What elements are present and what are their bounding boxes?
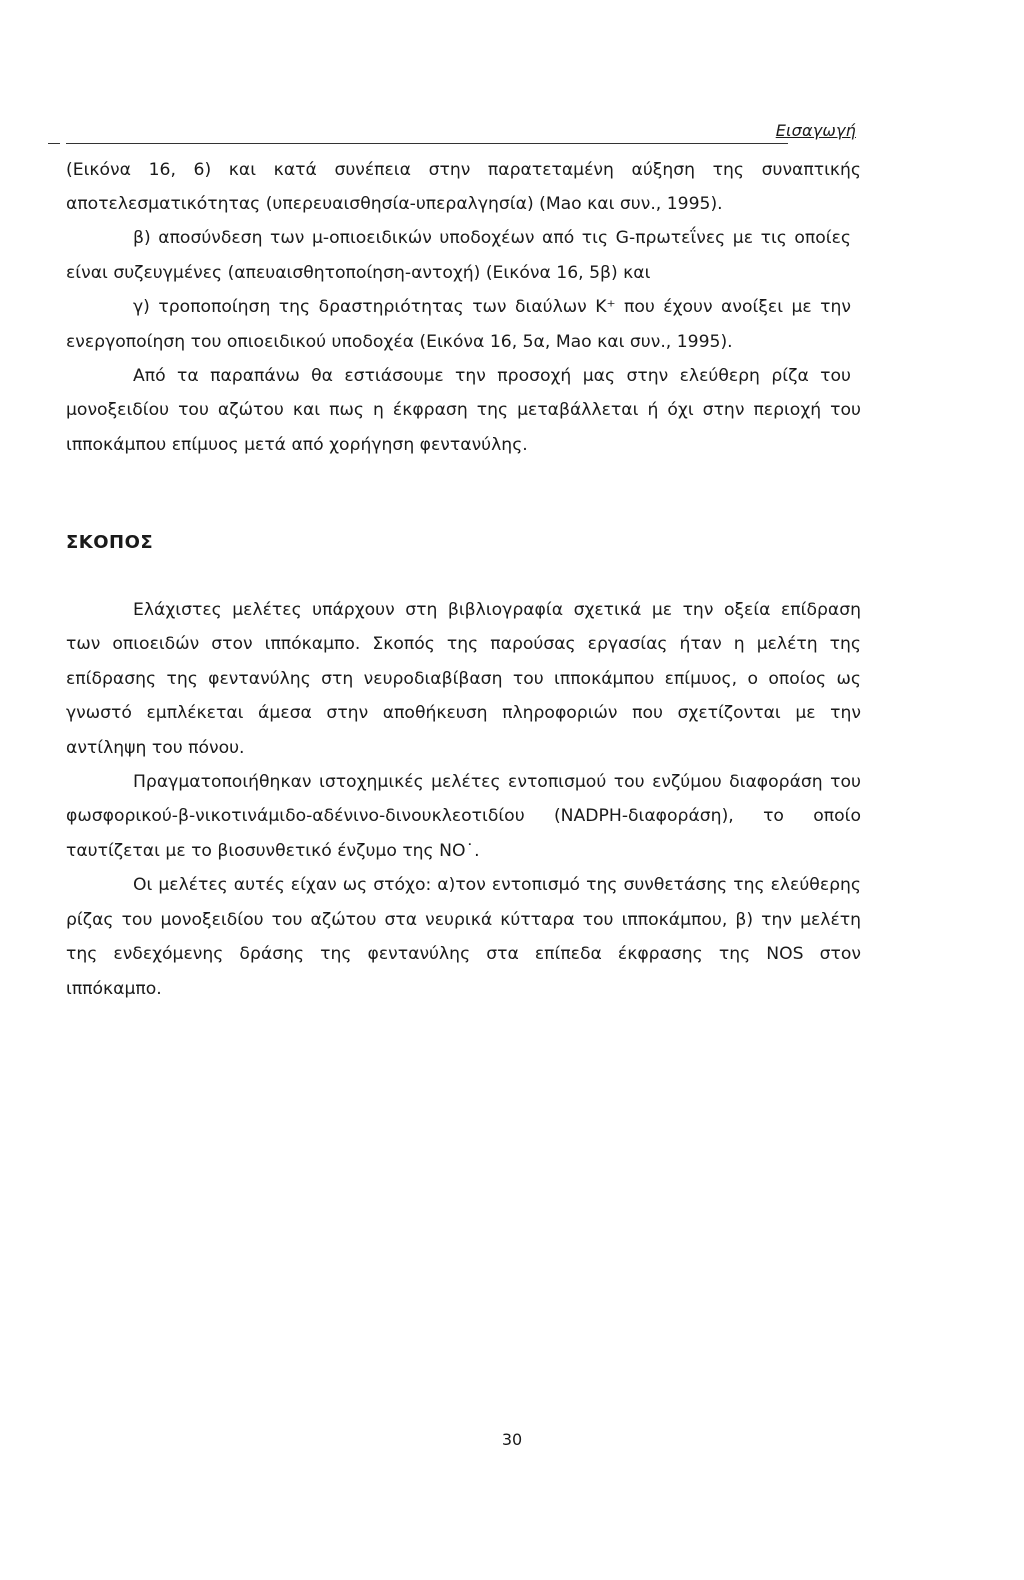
text-line: ενεργοποίηση του οπιοειδικού υποδοχέα (Εικόνα 16, 5α, Mao και συν., 1995). [66,332,733,352]
text-line: αποτελεσματικότητας (υπερευαισθησία-υπεραλγησία) (Mao και συν., 1995). [66,194,723,214]
text-line: ιπποκάμπου επίμυος μετά από χορήγηση φεντανύλης. [66,435,528,455]
text-line: γ) τροποποίηση της δραστηριότητας των διαύλων K⁺ που έχουν ανοίξει με την [133,297,851,317]
text-line: των οπιοειδών στον ιππόκαμπο. Σκοπός της παρούσας εργασίας ήταν η μελέτη της [66,634,861,654]
text-line: ιππόκαμπο. [66,979,162,999]
section-title: ΣΚΟΠΟΣ [66,532,154,553]
header-rule-stub [48,143,60,144]
text-line: είναι συζευγμένες (απευαισθητοποίηση-αντοχή) (Εικόνα 16, 5β) και [66,263,651,283]
text-line: επίδρασης της φεντανύλης στη νευροδιαβίβαση του ιπποκάμπου επίμυος, ο οποίος ως [66,669,861,689]
text-line: (Εικόνα 16, 6) και κατά συνέπεια στην παρατεταμένη αύξηση της συναπτικής [66,160,861,180]
text-line: μονοξειδίου του αζώτου και πως η έκφραση της μεταβάλλεται ή όχι στην περιοχή του [66,400,861,420]
text-line: Ελάχιστες μελέτες υπάρχουν στη βιβλιογραφία σχετικά με την οξεία επίδραση [133,600,861,620]
text-line: β) αποσύνδεση των μ-οπιοειδικών υποδοχέων από τις G-πρωτεΐνες με τις οποίες [133,228,851,248]
text-line: γνωστό εμπλέκεται άμεσα στην αποθήκευση πληροφοριών που σχετίζονται με την [66,703,861,723]
page-number: 30 [501,1430,523,1449]
text-line: ταυτίζεται με το βιοσυνθετικό ένζυμο της NO˙. [66,841,480,861]
text-line: Από τα παραπάνω θα εστιάσουμε την προσοχή μας στην ελεύθερη ρίζα του [133,366,851,386]
running-head: Εισαγωγή [775,121,856,140]
text-line: φωσφορικού-β-νικοτινάμιδο-αδένινο-δινουκλεοτιδίου (NADPH-διαφοράση), το οποίο [66,806,861,826]
text-line: αντίληψη του πόνου. [66,738,245,758]
text-line: Οι μελέτες αυτές είχαν ως στόχο: α)τον εντοπισμό της συνθετάσης της ελεύθερης [133,875,861,895]
text-line: Πραγματοποιήθηκαν ιστοχημικές μελέτες εντοπισμού του ενζύμου διαφοράση του [133,772,861,792]
header-rule [66,143,788,144]
text-line: ρίζας του μονοξειδίου του αζώτου στα νευρικά κύτταρα του ιπποκάμπου, β) την μελέτη [66,910,861,930]
text-line: της ενδεχόμενης δράσης της φεντανύλης στα επίπεδα έκφρασης της NOS στον [66,944,861,964]
